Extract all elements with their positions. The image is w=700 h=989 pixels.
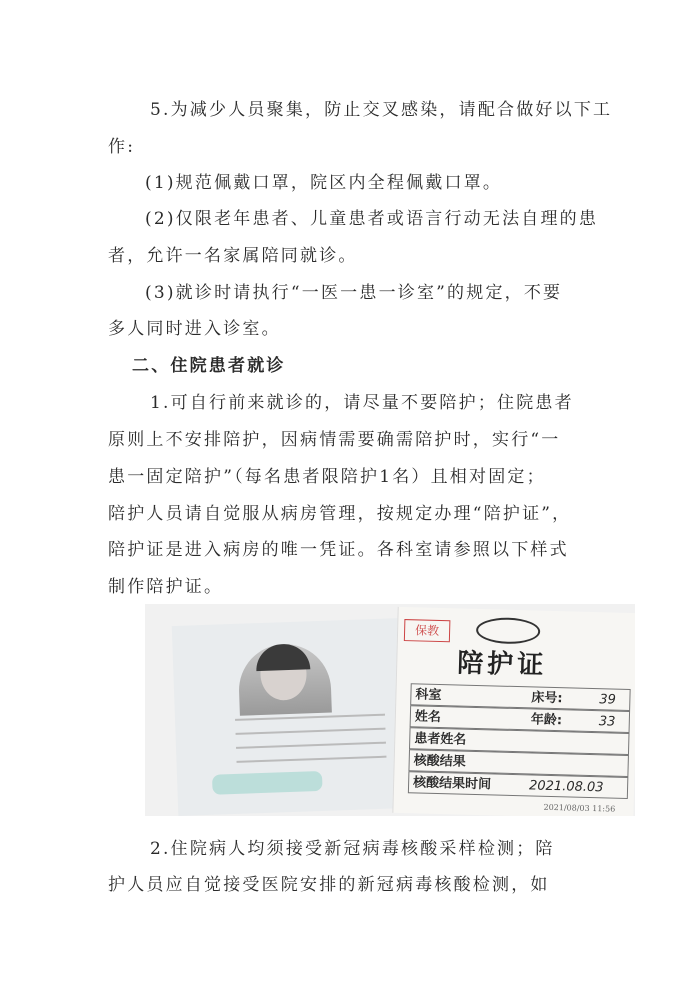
hospital-emblem-icon (476, 617, 541, 645)
section-2-p1-line-3: 患一固定陪护”（每名患者限陪护1名）且相对固定； (108, 467, 546, 487)
section-2-p1-line-1: 1.可自行前来就诊的，请尽量不要陪护；住院患者 (150, 393, 574, 413)
paragraph-5-line-1: 5.为减少人员聚集，防止交叉感染，请配合做好以下工 (150, 100, 613, 120)
section-2-p1-line-5: 陪护证是进入病房的唯一凭证。各科室请参照以下样式 (108, 540, 569, 560)
escort-pass-card (392, 607, 635, 816)
section-2-p1-line-4: 陪护人员请自觉服从病房管理，按规定办理“陪护证”， (108, 504, 572, 524)
item-2-line-2: 者，允许一名家属陪同就诊。 (108, 246, 358, 266)
section-2-p2-line-2: 护人员应自觉接受医院安排的新冠病毒核酸检测，如 (108, 875, 550, 895)
section-2-p2-line-1: 2.住院病人均须接受新冠病毒核酸采样检测；陪 (150, 839, 555, 859)
paragraph-5-line-2: 作: (108, 137, 136, 157)
photo-timestamp: 2021/08/03 11:56 (543, 802, 616, 814)
field-test-result: 核酸结果 (408, 749, 629, 777)
item-2-line-1: (2)仅限老年患者、儿童患者或语言行动无法自理的患 (145, 209, 599, 229)
pass-title: 陪护证 (456, 648, 548, 681)
field-name: 姓名 年龄: 33 (410, 705, 631, 733)
field-test-time: 核酸结果时间 2021.08.03 (408, 771, 629, 799)
section-2-heading: 二、住院患者就诊 (132, 356, 286, 376)
section-2-p1-line-2: 原则上不安排陪护，因病情需要确需陪护时，实行“一 (108, 430, 561, 450)
item-3-line-1: (3)就诊时请执行“一医一患一诊室”的规定，不要 (145, 283, 563, 303)
item-3-line-2: 多人同时进入诊室。 (108, 319, 281, 339)
stamp: 保教 (404, 619, 451, 642)
field-department: 科室 床号: 39 (410, 683, 631, 711)
field-patient-name: 患者姓名 (409, 727, 630, 755)
portrait-photo (237, 643, 331, 716)
id-card-side (172, 618, 408, 816)
item-1: (1)规范佩戴口罩，院区内全程佩戴口罩。 (145, 173, 503, 193)
escort-pass-photo (145, 604, 635, 816)
section-2-p1-line-6: 制作陪护证。 (108, 577, 224, 597)
privacy-blur (212, 771, 323, 795)
